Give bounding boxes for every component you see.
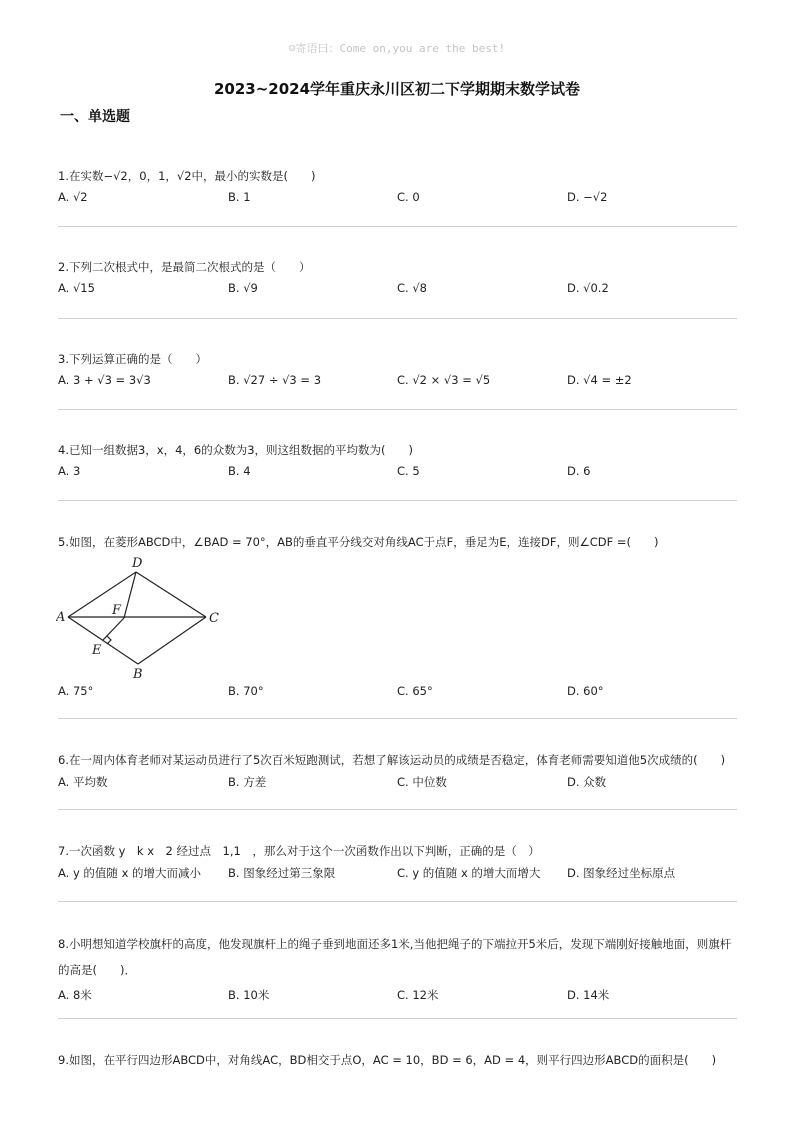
option-b[interactable]: B. 1 [228,190,251,204]
label-c: C [209,611,219,626]
option-c[interactable]: C. y 的值随 x 的增大而增大 [397,866,541,880]
divider [58,226,737,227]
divider [58,318,737,319]
section-heading: 一、单选题 [60,109,130,125]
edge-cb [138,617,206,664]
option-b[interactable]: B. √27 ÷ √3 = 3 [228,373,322,387]
question-stem: 1.在实数−√2，0，1，√2中，最小的实数是( ) [58,169,316,183]
option-a[interactable]: A. √2 [58,190,88,204]
option-d[interactable]: D. √4 = ±2 [567,373,632,387]
question-6 [58,750,738,794]
question-stem: 4.已知一组数据3，x，4，6的众数为3，则这组数据的平均数为( ) [58,443,414,457]
options-row [58,684,738,704]
label-e: E [92,643,102,658]
divider [58,809,737,810]
options-row [58,190,738,210]
option-a[interactable]: A. y 的值随 x 的增大而减小 [58,866,202,880]
question-stem: 2.下列二次根式中，是最简二次根式的是（ ） [58,260,311,274]
divider [58,500,737,501]
label-d: D [132,556,143,571]
option-d[interactable]: D. 14米 [567,988,610,1002]
question-3 [58,349,738,393]
option-d[interactable]: D. 60° [567,684,604,698]
question-stem: 8.小明想知道学校旗杆的高度，他发现旗杆上的绳子垂到地面还多1米,当他把绳子的下端拉开5米后，发现下端刚好接触地面，则旗杆的高是( )． [58,937,732,977]
smile-icon: ☺ [288,42,296,55]
option-a[interactable]: A. 平均数 [58,775,108,789]
option-b[interactable]: B. 图象经过第三象限 [228,866,336,880]
option-b[interactable]: B. √9 [228,281,258,295]
question-stem: 9.如图，在平行四边形ABCD中，对角线AC，BD相交于点O，AC = 10，BD = 6，AD = 4，则平行四边形ABCD的面积是( ) [58,1053,717,1067]
edge-ba [68,617,138,664]
divider [58,1018,737,1019]
option-b[interactable]: B. 70° [228,684,264,698]
option-c[interactable]: C. 12米 [397,988,439,1002]
option-c[interactable]: C. 5 [397,464,420,478]
watermark [0,40,794,56]
option-b[interactable]: B. 10米 [228,988,270,1002]
option-c[interactable]: C. √2 × √3 = √5 [397,373,491,387]
watermark-text: 寄语曰：Come on,you are the best! [295,42,506,55]
question-5 [58,532,738,552]
divider [58,901,737,902]
question-2 [58,257,738,301]
option-d[interactable]: D. √0.2 [567,281,609,295]
option-a[interactable]: A. 3 [58,464,81,478]
question-4 [58,440,738,484]
question-stem: 5.如图，在菱形ABCD中，∠BAD = 70°，AB的垂直平分线交对角线AC于点F，垂足为E，连接DF，则∠CDF =( ) [58,535,659,549]
rhombus-figure [56,556,226,682]
options-row [58,987,738,1007]
option-d[interactable]: D. 6 [567,464,591,478]
options-row [58,281,738,301]
label-b: B [133,667,143,682]
option-c[interactable]: C. 65° [397,684,433,698]
option-c[interactable]: C. 中位数 [397,775,447,789]
question-stem: 7.一次函数 y k x 2 经过点 1,1 ，那么对于这个一次函数作出以下判断，正确的是（ ） [58,844,540,858]
question-stem: 3.下列运算正确的是（ ） [58,352,207,366]
question-5-options [58,684,738,704]
right-angle-mark [107,636,111,644]
options-row [58,774,738,794]
option-d[interactable]: D. 众数 [567,775,607,789]
options-row [58,373,738,393]
options-row [58,464,738,484]
option-a[interactable]: A. √15 [58,281,95,295]
edge-dc [136,572,206,617]
option-a[interactable]: A. 8米 [58,988,92,1002]
option-c[interactable]: C. √8 [397,281,427,295]
segment-fe [103,618,124,640]
page-title: 2023~2024学年重庆永川区初二下学期期末数学试卷 [213,80,581,98]
divider [58,409,737,410]
option-a[interactable]: A. 75° [58,684,94,698]
option-d[interactable]: D. 图象经过坐标原点 [567,866,676,880]
question-1 [58,166,738,210]
option-a[interactable]: A. 3 + √3 = 3√3 [58,373,151,387]
option-b[interactable]: B. 4 [228,464,251,478]
label-f: F [112,603,122,618]
divider [58,718,737,719]
question-9 [58,1050,738,1070]
option-c[interactable]: C. 0 [397,190,420,204]
question-stem: 6.在一周内体育老师对某运动员进行了5次百米短跑测试，若想了解该运动员的成绩是否稳定，体育老师需要知道他5次成绩的( ) [58,753,726,767]
option-d[interactable]: D. −√2 [567,190,608,204]
option-b[interactable]: B. 方差 [228,775,267,789]
question-7 [58,841,738,885]
question-8 [58,931,738,1007]
options-row [58,865,738,885]
label-a: A [56,610,66,625]
